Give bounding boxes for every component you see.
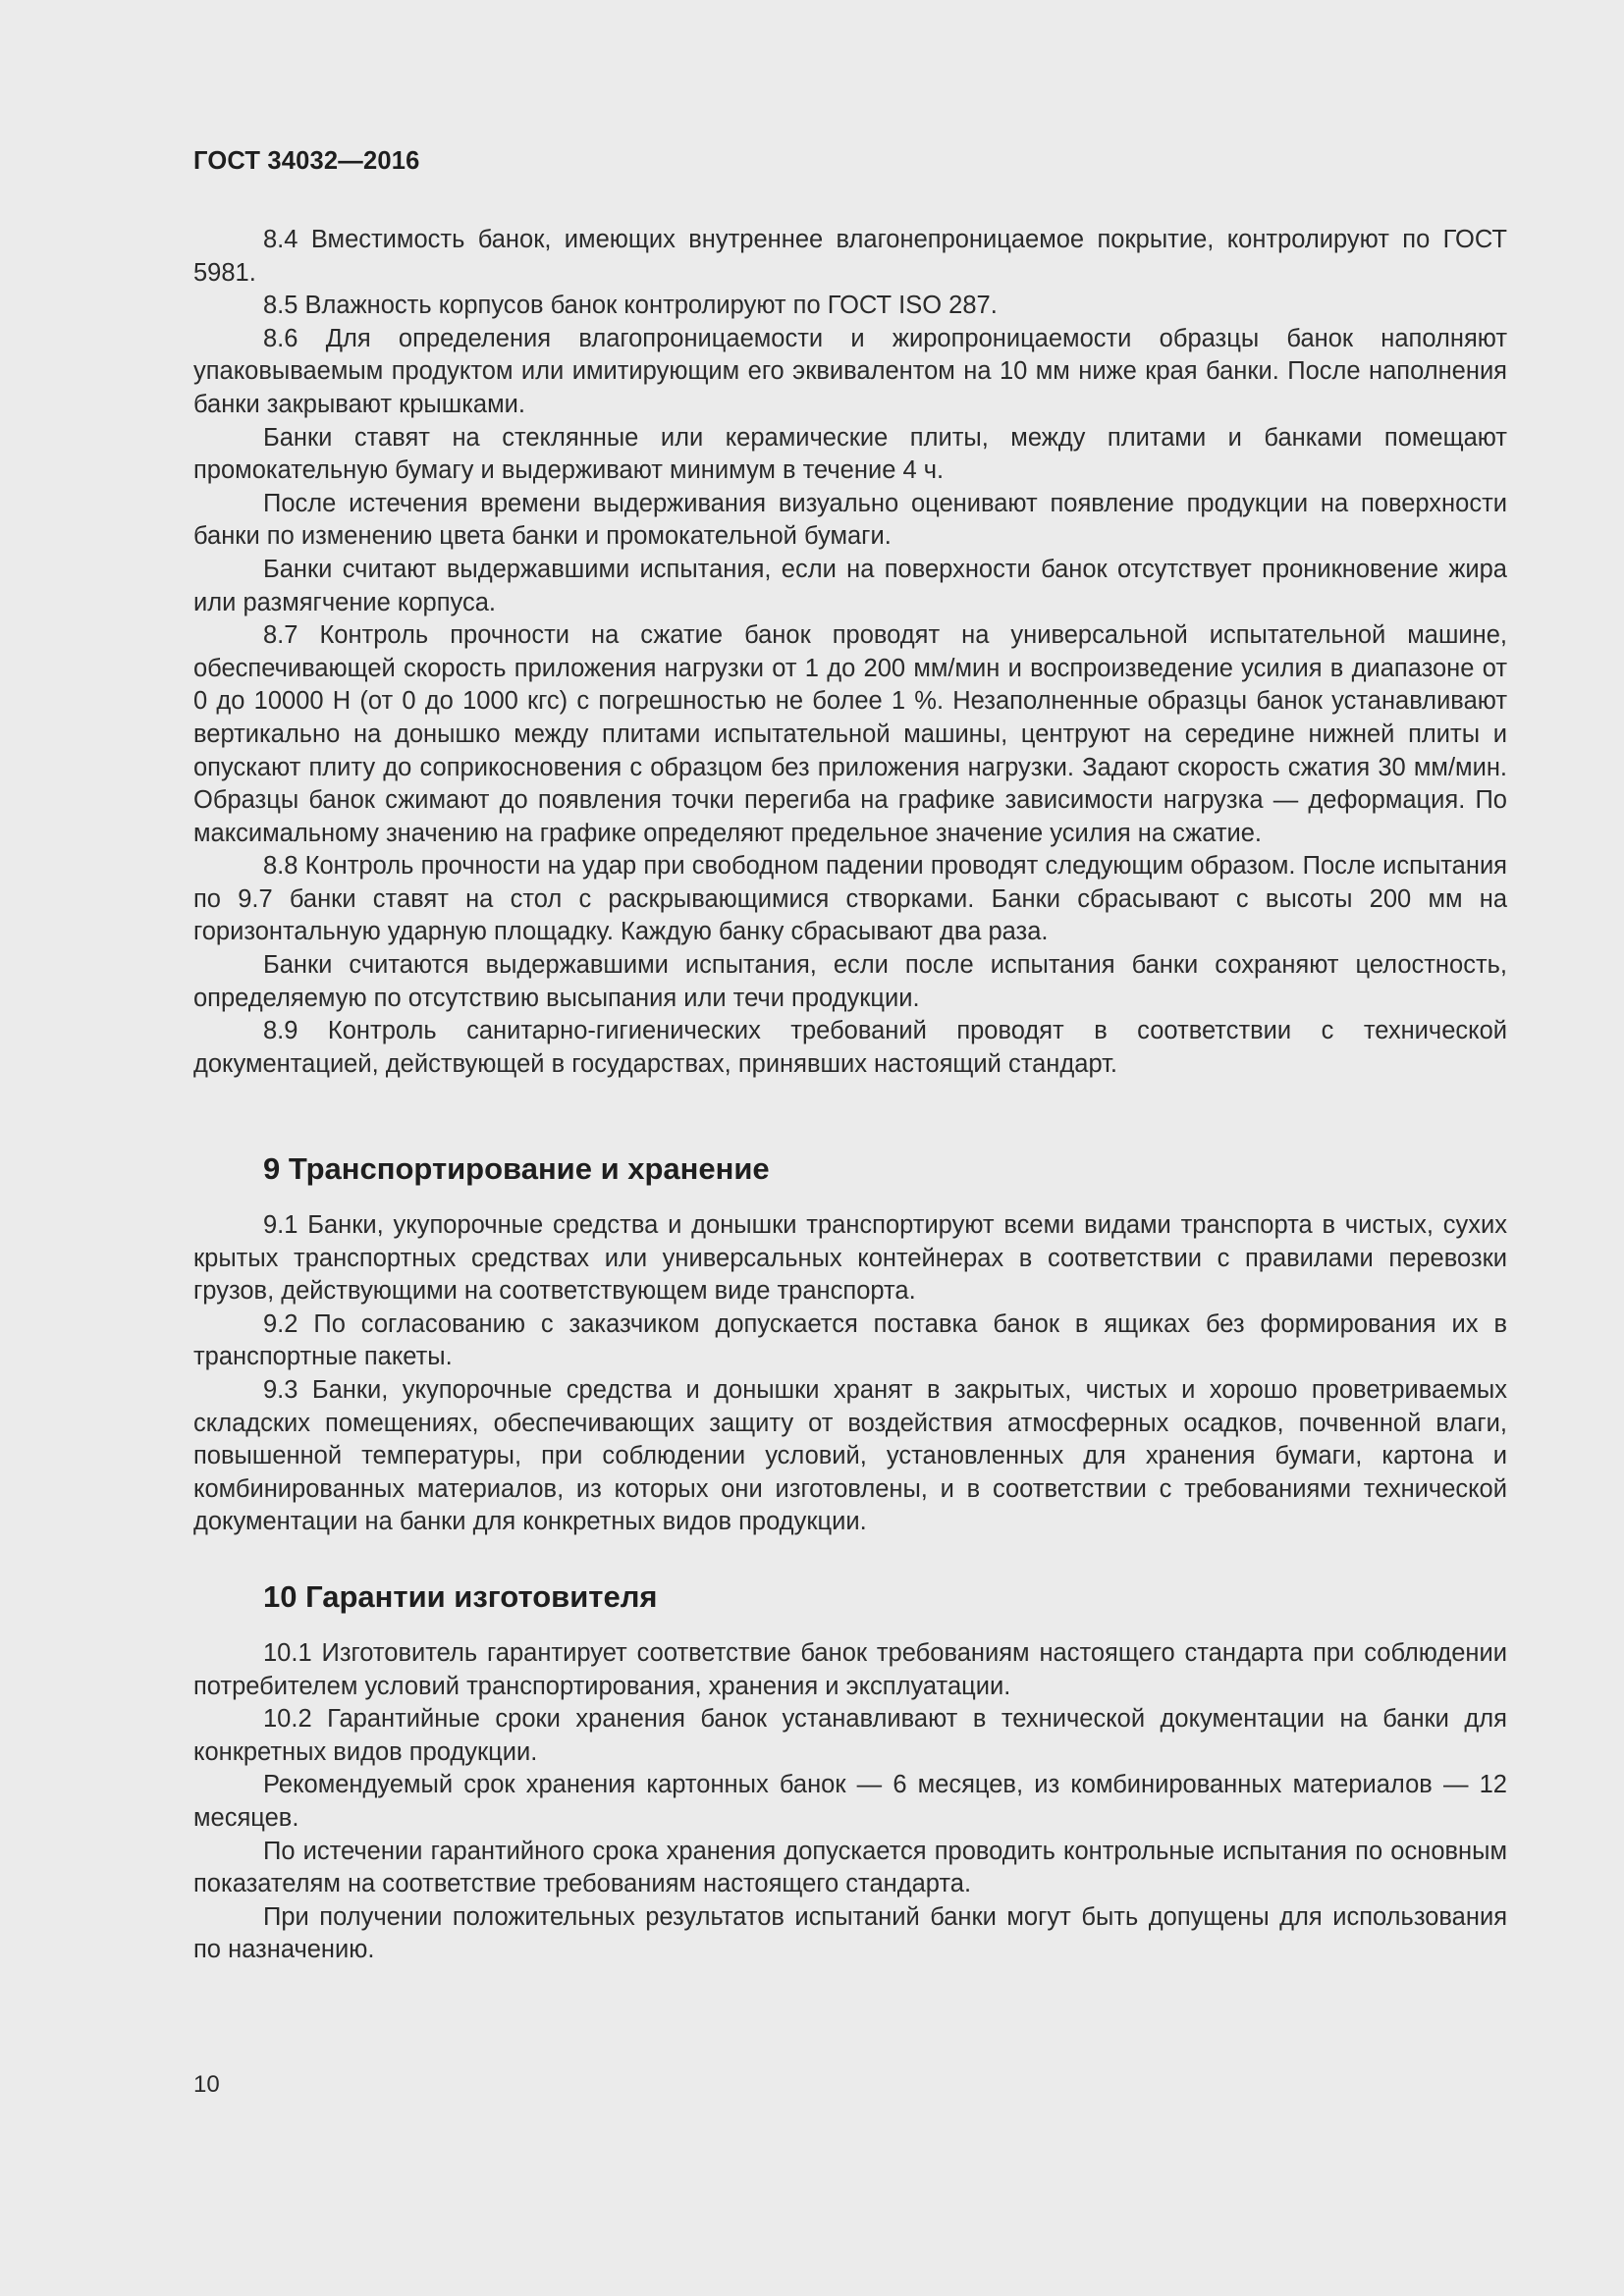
- paragraph-10-2-positive: При получении положительных результатов испытаний банки могут быть допущены для использования по назначению.: [193, 1902, 1507, 1964]
- section-9-title: 9 Транспортирование и хранение: [263, 1151, 770, 1186]
- paragraph-8-6-evaluation: После истечения времени выдерживания визуально оценивают появление продукции на поверхности банки по изменению цвета банки и промокательной бумаги.: [193, 489, 1507, 551]
- section-10-body: [193, 1637, 1507, 1967]
- document-header: ГОСТ 34032—2016: [193, 147, 420, 175]
- paragraph-9-1: 9.1 Банки, укупорочные средства и донышки транспортируют всеми видами транспорта в чистых, сухих крытых транспортных средствах или универсальных контейнерах в соответствии с правилами перевозки грузов, действующими на соответствующем виде транспорта.: [193, 1211, 1507, 1306]
- paragraph-8-6: 8.6 Для определения влагопроницаемости и жиропроницаемости образцы банок наполняют упаковываемым продуктом или имитирующим его эквивалентом на 10 мм ниже края банки. После наполнения банки закрывают крышками.: [193, 324, 1507, 418]
- paragraph-10-1: 10.1 Изготовитель гарантирует соответствие банок требованиям настоящего стандарта при соблюдении потребителем условий транспортирования, хранения и эксплуатации.: [193, 1639, 1507, 1700]
- paragraph-8-7: 8.7 Контроль прочности на сжатие банок проводят на универсальной испытательной машине, обеспечивающей скорость приложения нагрузки от 1 до 200 мм/мин и воспроизведение усилия в диапазоне от 0 до 10000 Н (от 0 до 1000 кгс) с погрешностью не более 1 %. Незаполненные образцы банок устанавливают вертикально на донышко между плитами испытательной машины, центруют на середине нижней плиты и опускают плиту до соприкосновения с образцом без приложения нагрузки. Задают скорость сжатия 30 мм/мин. Образцы банок сжимают до появления точки перегиба на графике зависимости нагрузка — деформация. По максимальному значению на графике определяют предельное значение усилия на сжатие.: [193, 621, 1507, 847]
- paragraph-10-2: 10.2 Гарантийные сроки хранения банок устанавливают в технической документации на банки для конкретных видов продукции.: [193, 1705, 1507, 1766]
- paragraph-8-5: 8.5 Влажность корпусов банок контролируют по ГОСТ ISO 287.: [263, 292, 998, 320]
- paragraph-8-6-plates: Банки ставят на стеклянные или керамические плиты, между плитами и банками помещают промокательную бумагу и выдерживают минимум в течение 4 ч.: [193, 423, 1507, 485]
- paragraph-10-2-expiry: По истечении гарантийного срока хранения допускается проводить контрольные испытания по основным показателям на соответствие требованиям настоящего стандарта.: [193, 1837, 1507, 1898]
- paragraph-9-3: 9.3 Банки, укупорочные средства и донышки хранят в закрытых, чистых и хорошо проветриваемых складских помещениях, обеспечивающих защиту от воздействия атмосферных осадков, почвенной влаги, повышенной температуры, при соблюдении условий, установленных для хранения бумаги, картона и комбинированных материалов, из которых они изготовлены, и в соответствии с требованиями технической документации на банки для конкретных видов продукции.: [193, 1375, 1507, 1536]
- section-8-body: [193, 224, 1507, 1081]
- paragraph-8-4: 8.4 Вместимость банок, имеющих внутреннее влагонепроницаемое покрытие, контролируют по ГОСТ 5981.: [193, 226, 1507, 287]
- paragraph-9-2: 9.2 По согласованию с заказчиком допускается поставка банок в ящиках без формирования их в транспортные пакеты.: [193, 1309, 1507, 1371]
- section-9-body: [193, 1209, 1507, 1539]
- page-number: 10: [193, 2071, 220, 2098]
- paragraph-8-8-criteria: Банки считаются выдержавшими испытания, если после испытания банки сохраняют целостность, определяемую по отсутствию высыпания или течи продукции.: [193, 951, 1507, 1012]
- section-10-title: 10 Гарантии изготовителя: [263, 1579, 658, 1614]
- paragraph-8-6-criteria: Банки считают выдержавшими испытания, если на поверхности банок отсутствует проникновение жира или размягчение корпуса.: [193, 555, 1507, 616]
- paragraph-8-8: 8.8 Контроль прочности на удар при свободном падении проводят следующим образом. После испытания по 9.7 банки ставят на стол с раскрывающимися створками. Банки сбрасывают с высоты 200 мм на горизонтальную ударную площадку. Каждую банку сбрасывают два раза.: [193, 852, 1507, 946]
- paragraph-10-2-recommended: Рекомендуемый срок хранения картонных банок — 6 месяцев, из комбинированных материалов — 12 месяцев.: [193, 1771, 1507, 1832]
- paragraph-8-9: 8.9 Контроль санитарно-гигиенических требований проводят в соответствии с технической документацией, действующей в государствах, принявших настоящий стандарт.: [193, 1017, 1507, 1078]
